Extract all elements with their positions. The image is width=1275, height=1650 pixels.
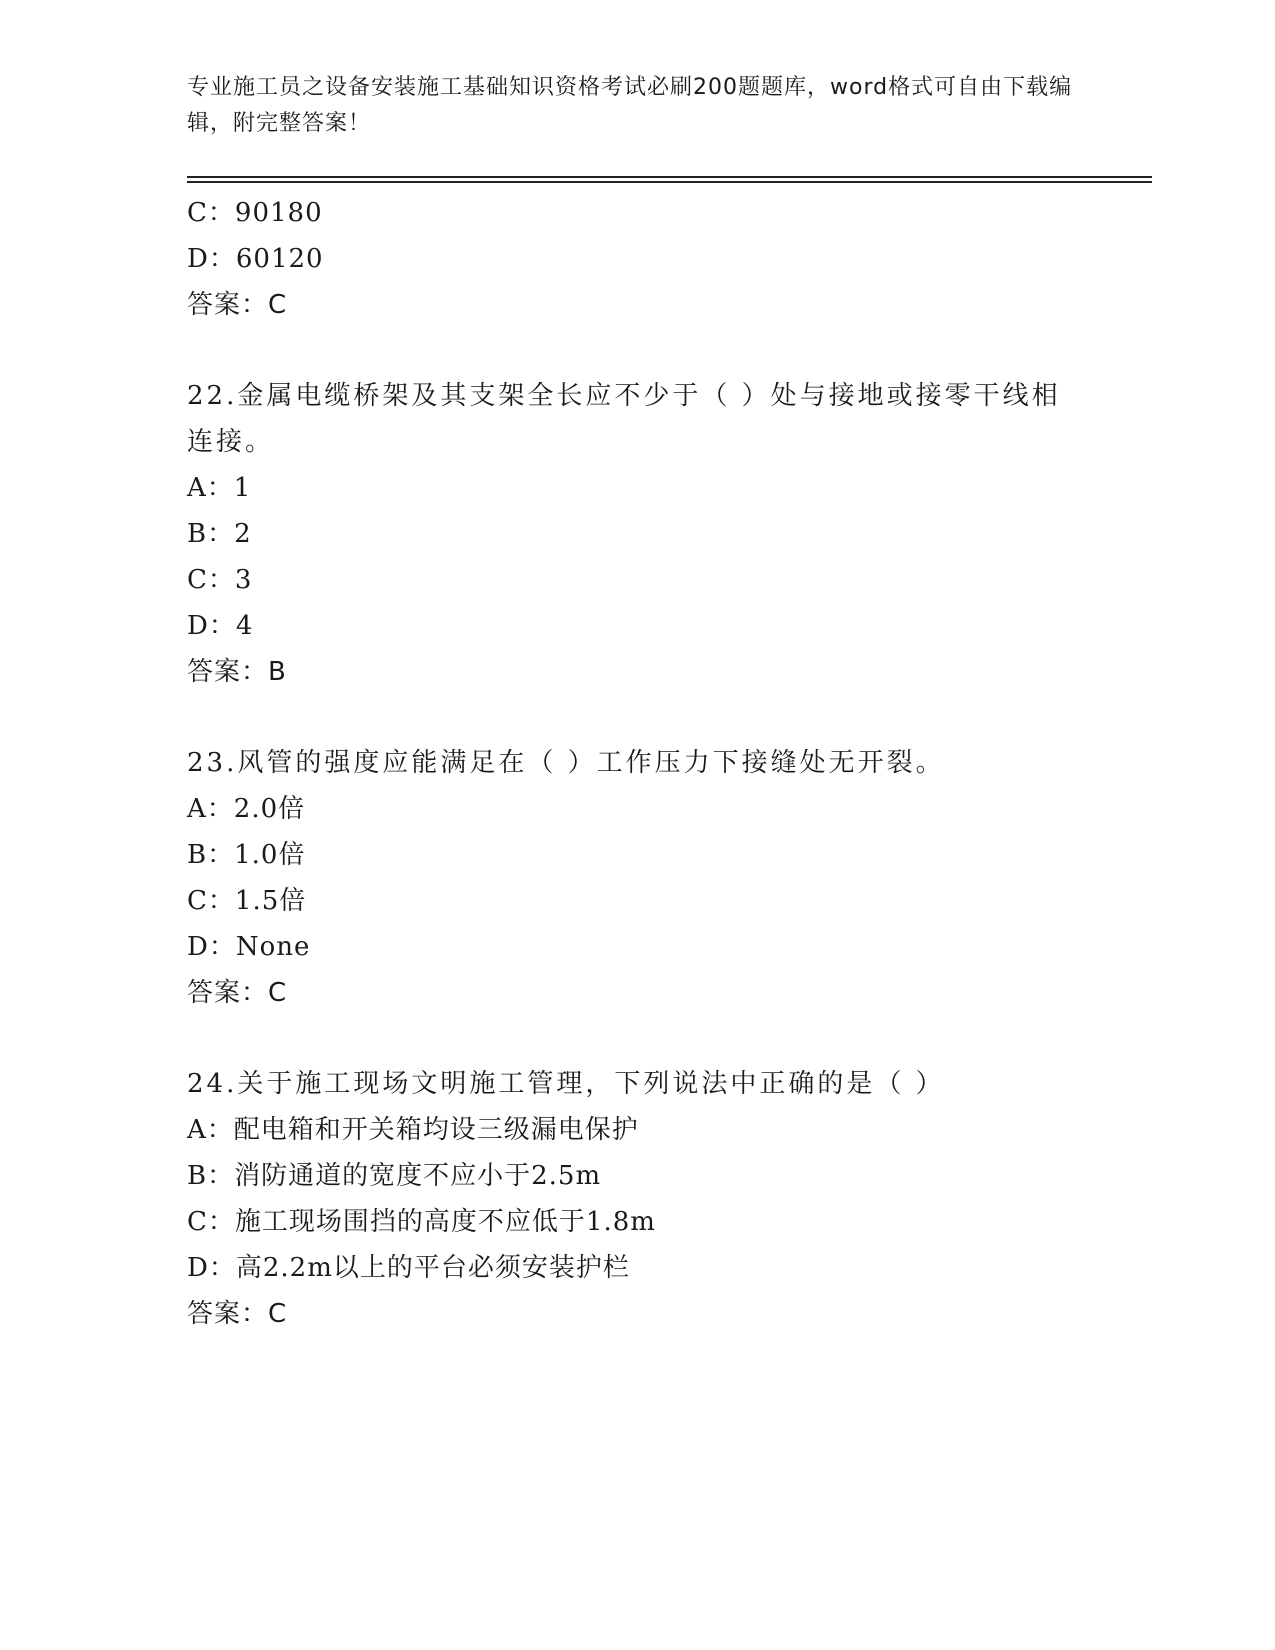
option-c: C：施工现场围挡的高度不应低于1.8m	[187, 1207, 656, 1237]
option-c: C：3	[187, 565, 253, 595]
option-d: D：None	[187, 932, 311, 962]
question-24-text: 24.关于施工现场文明施工管理，下列说法中正确的是（ ）	[187, 1069, 945, 1099]
option-a: A：配电箱和开关箱均设三级漏电保护	[187, 1115, 639, 1145]
header-rule-top	[187, 176, 1152, 178]
option-b: B：2	[187, 519, 252, 549]
question-content	[187, 190, 1087, 1337]
option-c: C：90180	[187, 198, 323, 228]
option-d: D：4	[187, 611, 254, 641]
answer: 答案：C	[187, 1299, 288, 1329]
option-d: D：60120	[187, 244, 324, 274]
header-rule-bottom	[187, 181, 1152, 183]
option-a: A：2.0倍	[187, 794, 306, 824]
option-c: C：1.5倍	[187, 886, 307, 916]
answer: 答案：C	[187, 290, 288, 320]
option-a: A：1	[187, 473, 252, 503]
answer: 答案：C	[187, 978, 288, 1008]
option-d: D：高2.2m以上的平台必须安装护栏	[187, 1253, 630, 1283]
question-22-text: 22.金属电缆桥架及其支架全长应不少于（ ）处与接地或接零干线相连接。	[187, 381, 1061, 457]
option-b: B：消防通道的宽度不应小于2.5m	[187, 1161, 602, 1191]
answer: 答案：B	[187, 657, 287, 687]
question-23-text: 23.风管的强度应能满足在（ ）工作压力下接缝处无开裂。	[187, 748, 945, 778]
page-header: 专业施工员之设备安装施工基础知识资格考试必刷200题题库，word格式可自由下载编辑，附完整答案！	[187, 75, 1073, 136]
option-b: B：1.0倍	[187, 840, 306, 870]
